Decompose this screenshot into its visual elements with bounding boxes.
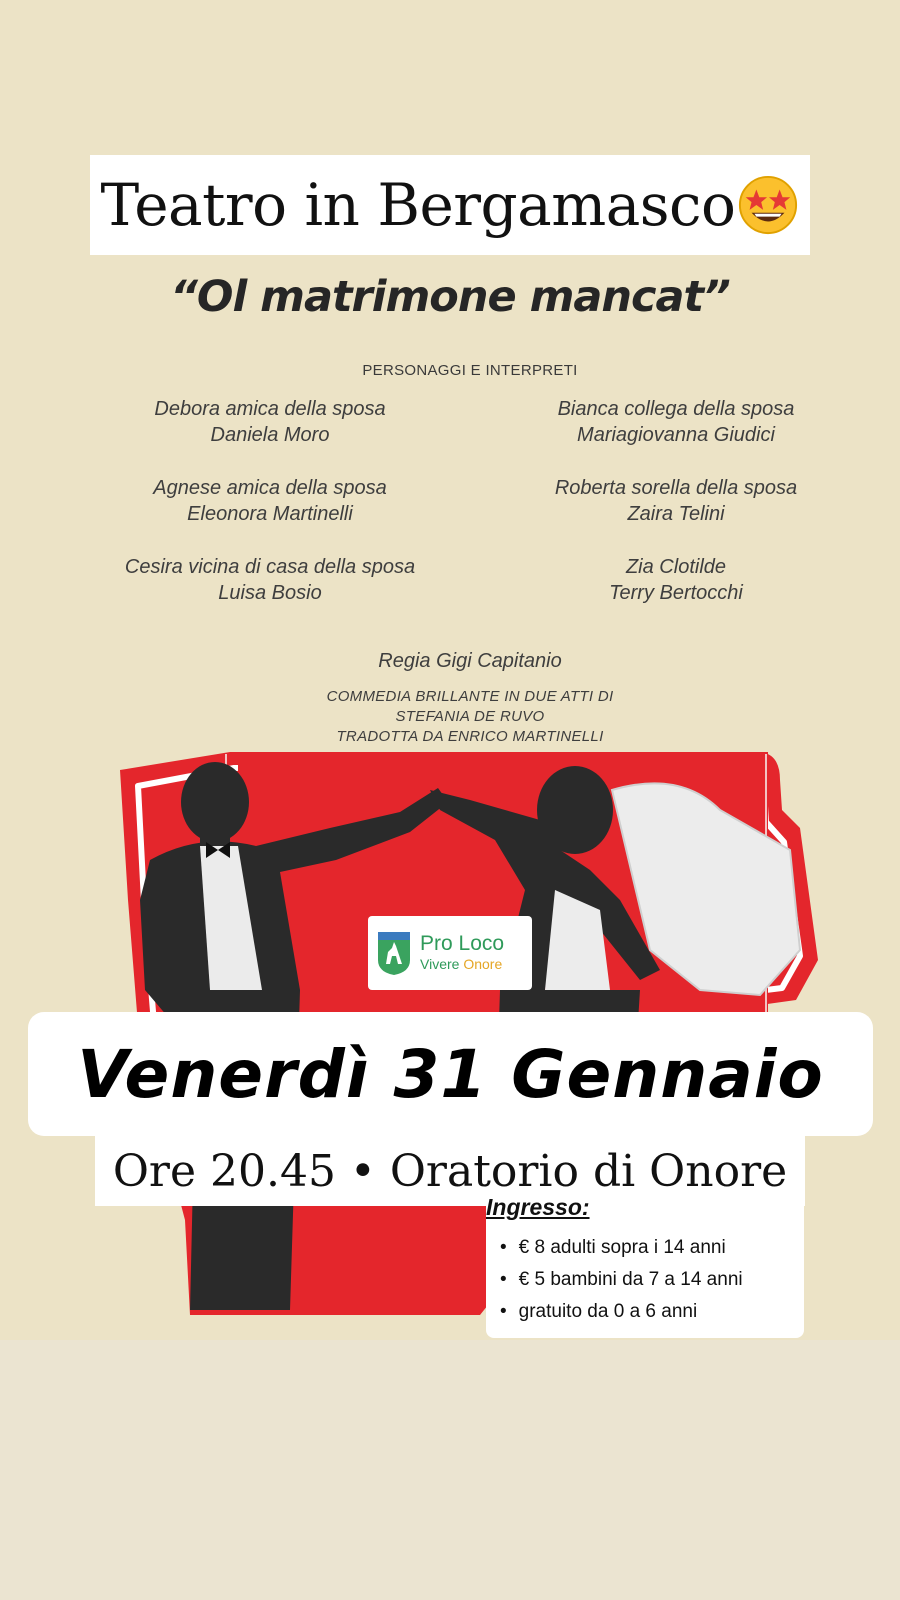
logo-text bbox=[420, 933, 504, 973]
credit-line: STEFANIA DE RUVO bbox=[395, 708, 545, 725]
cast-column-left bbox=[50, 396, 490, 633]
cast-column-right bbox=[456, 396, 896, 633]
cast-actor: Eleonora Martinelli bbox=[187, 503, 353, 525]
page-title: Teatro in Bergamasco bbox=[100, 171, 736, 239]
cast-actor: Daniela Moro bbox=[210, 424, 330, 446]
cast-actor: Terry Bertocchi bbox=[609, 582, 743, 604]
star-struck-emoji-icon bbox=[737, 174, 799, 236]
date-banner bbox=[28, 1012, 873, 1136]
price-item: • € 5 bambini da 7 a 14 anni bbox=[500, 1264, 743, 1296]
credit-line: COMMEDIA BRILLANTE IN DUE ATTI DI bbox=[326, 688, 614, 705]
price-item: • gratuito da 0 a 6 anni bbox=[500, 1296, 743, 1328]
pro-loco-crest-icon bbox=[376, 930, 412, 976]
logo-tagline bbox=[420, 955, 504, 973]
ingresso-box bbox=[486, 1196, 804, 1338]
cast-role: Bianca collega della sposa bbox=[557, 398, 795, 420]
cast-entry bbox=[456, 475, 896, 554]
logo-tagline-vivere: Vivere bbox=[420, 956, 460, 972]
cast-role: Agnese amica della sposa bbox=[153, 477, 387, 499]
event-date: Venerdì 31 Gennaio bbox=[77, 1035, 824, 1113]
director-credit: Regia Gigi Capitanio bbox=[378, 650, 562, 672]
cast-role: Roberta sorella della sposa bbox=[554, 477, 798, 499]
cast-entry bbox=[456, 396, 896, 475]
credits bbox=[0, 650, 900, 747]
cast-role: Zia Clotilde bbox=[625, 556, 727, 578]
ingresso-title: Ingresso: bbox=[486, 1194, 590, 1220]
logo-tagline-onore: Onore bbox=[463, 956, 503, 972]
cast-actor: Zaira Telini bbox=[627, 503, 725, 525]
cast-entry bbox=[456, 554, 896, 633]
cast-role: Debora amica della sposa bbox=[154, 398, 386, 420]
cast-entry bbox=[50, 475, 490, 554]
cast-actor: Luisa Bosio bbox=[218, 582, 322, 604]
cast-role: Cesira vicina di casa della sposa bbox=[124, 556, 416, 578]
pro-loco-logo bbox=[368, 916, 532, 990]
price-list bbox=[500, 1232, 743, 1328]
cast-actor: Mariagiovanna Giudici bbox=[577, 424, 775, 446]
event-time-place: Ore 20.45 • Oratorio di Onore bbox=[112, 1145, 788, 1197]
cast-heading: PERSONAGGI E INTERPRETI bbox=[362, 362, 578, 379]
logo-name: Pro Loco bbox=[420, 932, 505, 955]
show-title: “Ol matrimone mancat” bbox=[170, 272, 730, 322]
credit-line: TRADOTTA DA ENRICO MARTINELLI bbox=[336, 728, 604, 745]
price-item: • € 8 adulti sopra i 14 anni bbox=[500, 1232, 743, 1264]
cast-entry bbox=[50, 396, 490, 475]
title-banner bbox=[90, 155, 810, 255]
cast-entry bbox=[50, 554, 490, 633]
